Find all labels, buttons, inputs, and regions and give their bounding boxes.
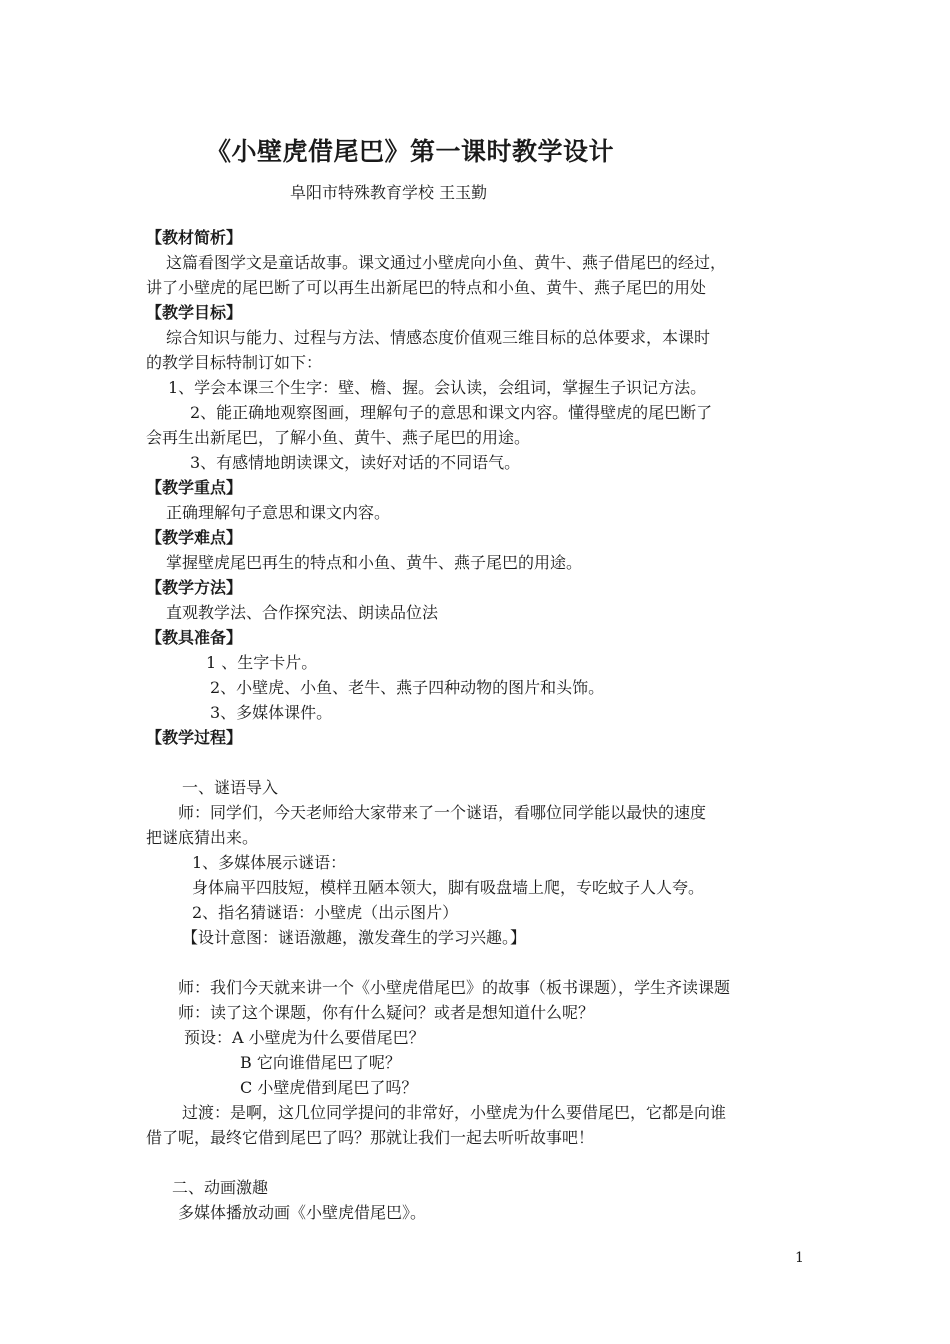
preset-question: 预设：A 小壁虎为什么要借尾巴？ xyxy=(184,1028,425,1047)
tool-item: 1 、生字卡片。 xyxy=(206,653,318,672)
spacer xyxy=(146,750,808,775)
paragraph-line: 借了呢，最终它借到尾巴了吗？那就让我们一起去听听故事吧！ xyxy=(146,1128,595,1147)
paragraph-line: 正确理解句子意思和课文内容。 xyxy=(166,503,391,522)
paragraph-line: 1、多媒体展示谜语： xyxy=(192,853,347,872)
tool-item: 3、多媒体课件。 xyxy=(210,703,333,722)
design-intent-note: 【设计意图：谜语激趣，激发聋生的学习兴趣。】 xyxy=(182,928,527,947)
paragraph-line: 会再生出新尾巴，了解小鱼、黄牛、燕子尾巴的用途。 xyxy=(146,428,531,447)
paragraph-line: 多媒体播放动画《小壁虎借尾巴》。 xyxy=(178,1203,427,1222)
author-line: 阜阳市特殊教育学校 王玉勤 xyxy=(290,183,488,202)
goal-item: 3、有感情地朗读课文，读好对话的不同语气。 xyxy=(190,453,521,472)
paragraph-line: 讲了小壁虎的尾巴断了可以再生出新尾巴的特点和小鱼、黄牛、燕子尾巴的用处 xyxy=(146,278,707,297)
goal-item: 2、能正确地观察图画，理解句子的意思和课文内容。懂得壁虎的尾巴断了 xyxy=(190,403,713,422)
process-step-title: 一、谜语导入 xyxy=(182,778,279,797)
document-body xyxy=(146,225,808,1225)
riddle-text: 身体扁平四肢短，模样丑陋本领大，脚有吸盘墙上爬，专吃蚊子人人夸。 xyxy=(192,878,705,897)
page-number: 1 xyxy=(795,1250,804,1266)
paragraph-line: 过渡：是啊，这几位同学提问的非常好，小壁虎为什么要借尾巴，它都是向谁 xyxy=(182,1103,727,1122)
section-heading-goals: 【教学目标】 xyxy=(146,303,243,322)
paragraph-line: 直观教学法、合作探究法、朗读品位法 xyxy=(166,603,439,622)
process-step-title: 二、动画激趣 xyxy=(172,1178,269,1197)
tool-item: 2、小壁虎、小鱼、老牛、燕子四种动物的图片和头饰。 xyxy=(210,678,605,697)
paragraph-line: 的教学目标特制订如下： xyxy=(146,353,323,372)
paragraph-line: 掌握壁虎尾巴再生的特点和小鱼、黄牛、燕子尾巴的用途。 xyxy=(166,553,583,572)
paragraph-line: 2、指名猜谜语：小壁虎（出示图片） xyxy=(192,903,459,922)
section-heading-materials: 【教材简析】 xyxy=(146,228,243,247)
paragraph-line: 师：我们今天就来讲一个《小壁虎借尾巴》的故事（板书课题），学生齐读课题 xyxy=(178,978,731,997)
preset-question: C 小壁虎借到尾巴了吗？ xyxy=(240,1078,418,1097)
paragraph-line: 这篇看图学文是童话故事。课文通过小壁虎向小鱼、黄牛、燕子借尾巴的经过， xyxy=(166,253,727,272)
paragraph-line: 师：同学们，今天老师给大家带来了一个谜语，看哪位同学能以最快的速度 xyxy=(178,803,707,822)
goal-item: 1、学会本课三个生字：壁、檐、握。会认读，会组词，掌握生子识记方法。 xyxy=(168,378,707,397)
paragraph-line: 把谜底猜出来。 xyxy=(146,828,259,847)
paragraph-line: 综合知识与能力、过程与方法、情感态度价值观三维目标的总体要求，本课时 xyxy=(166,328,711,347)
document-title: 《小壁虎借尾巴》第一课时教学设计 xyxy=(205,137,614,166)
spacer xyxy=(146,1150,808,1175)
section-heading-difficulty: 【教学难点】 xyxy=(146,528,243,547)
spacer xyxy=(146,950,808,975)
section-heading-process: 【教学过程】 xyxy=(146,728,243,747)
section-heading-tools: 【教具准备】 xyxy=(146,628,243,647)
paragraph-line: 师：读了这个课题，你有什么疑问？或者是想知道什么呢？ xyxy=(178,1003,595,1022)
section-heading-methods: 【教学方法】 xyxy=(146,578,243,597)
preset-question: B 它向谁借尾巴了呢？ xyxy=(240,1053,401,1072)
section-heading-focus: 【教学重点】 xyxy=(146,478,243,497)
